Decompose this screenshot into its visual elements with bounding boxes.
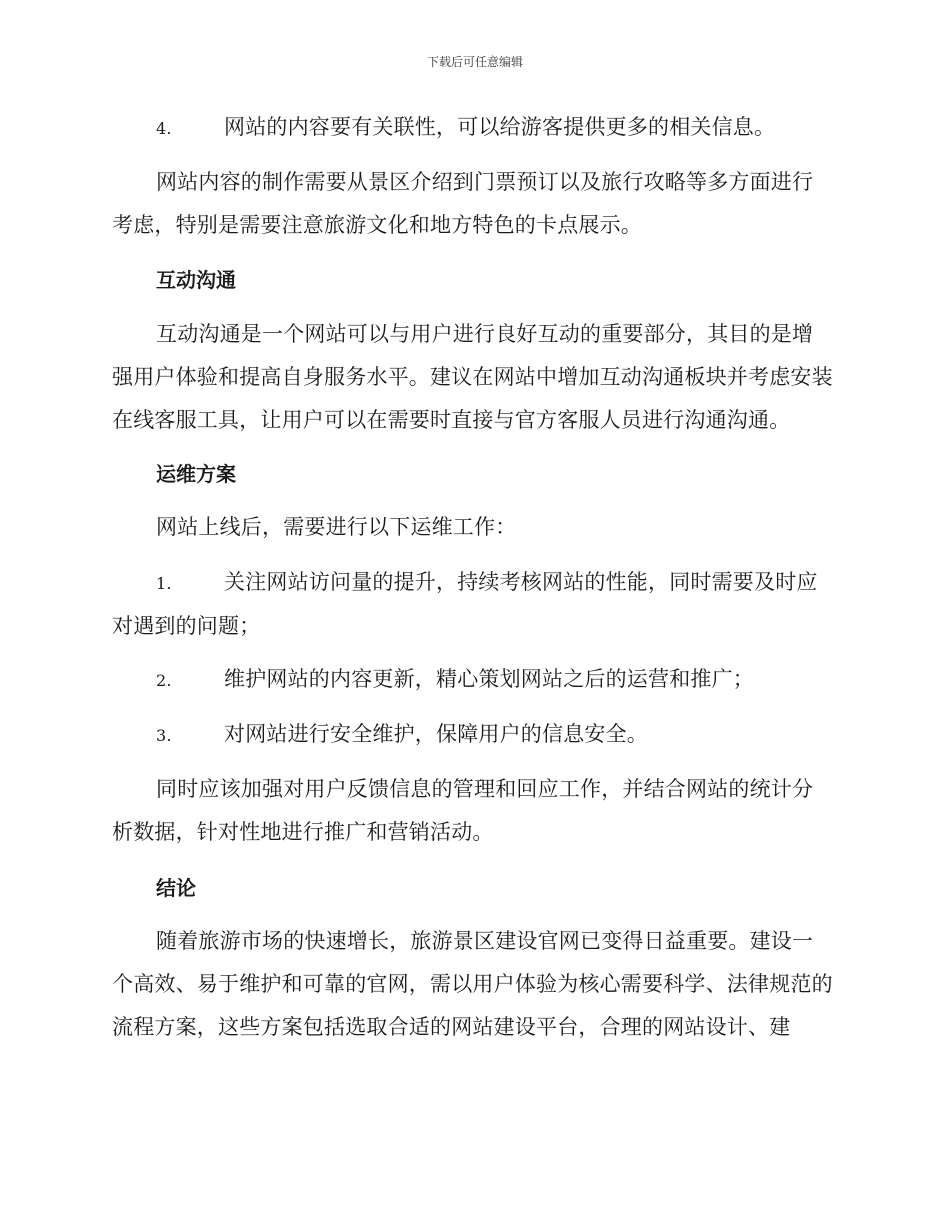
- paragraph-conclusion: 随着旅游市场的快速增长，旅游景区建设官网已变得日益重要。建设一个高效、易于维护和可靠的官网，需以用户体验为核心需要科学、法律规范的流程方案，这些方案包括选取合适的网站建设平台，合理的网站设计、建: [112, 929, 833, 1039]
- paragraph-interaction: 互动沟通是一个网站可以与用户进行良好互动的重要部分，其目的是增强用户体验和提高自身服务水平。建议在网站中增加互动沟通板块并考虑安装在线客服工具，让用户可以在需要时直接与官方客服人员进行沟通沟通。: [112, 322, 833, 432]
- list-number: 4.: [156, 119, 172, 138]
- paragraph-operations-intro: 网站上线后，需要进行以下运维工作：: [156, 515, 517, 539]
- list-item-2: [112, 658, 834, 702]
- list-text: 网站的内容要有关联性，可以给游客提供更多的相关信息。: [224, 115, 776, 139]
- list-number: 1.: [156, 574, 172, 593]
- list-number: 2.: [156, 671, 172, 690]
- list-text: 关注网站访问量的提升，持续考核网站的性能，同时需要及时应对遇到的问题；: [112, 570, 818, 638]
- heading-operations: 运维方案: [156, 462, 236, 486]
- list-number: 3.: [156, 726, 172, 745]
- paragraph-content: 网站内容的制作需要从景区介绍到门票预订以及旅行攻略等多方面进行考虑，特别是需要注意旅游文化和地方特色的卡点展示。: [112, 170, 814, 237]
- list-text: 维护网站的内容更新，精心策划网站之后的运营和推广；: [224, 667, 754, 691]
- list-text: 对网站进行安全维护，保障用户的信息安全。: [224, 722, 648, 746]
- list-item-4: [112, 106, 834, 150]
- list-item-3: [112, 713, 834, 757]
- heading-interaction: 互动沟通: [156, 268, 236, 292]
- list-item-1: [112, 561, 834, 648]
- paragraph-feedback: 同时应该加强对用户反馈信息的管理和回应工作，并结合网站的统计分析数据，针对性地进行推广和营销活动。: [112, 777, 814, 844]
- page-header: 下载后可任意编辑: [426, 55, 523, 69]
- heading-conclusion: 结论: [156, 876, 196, 900]
